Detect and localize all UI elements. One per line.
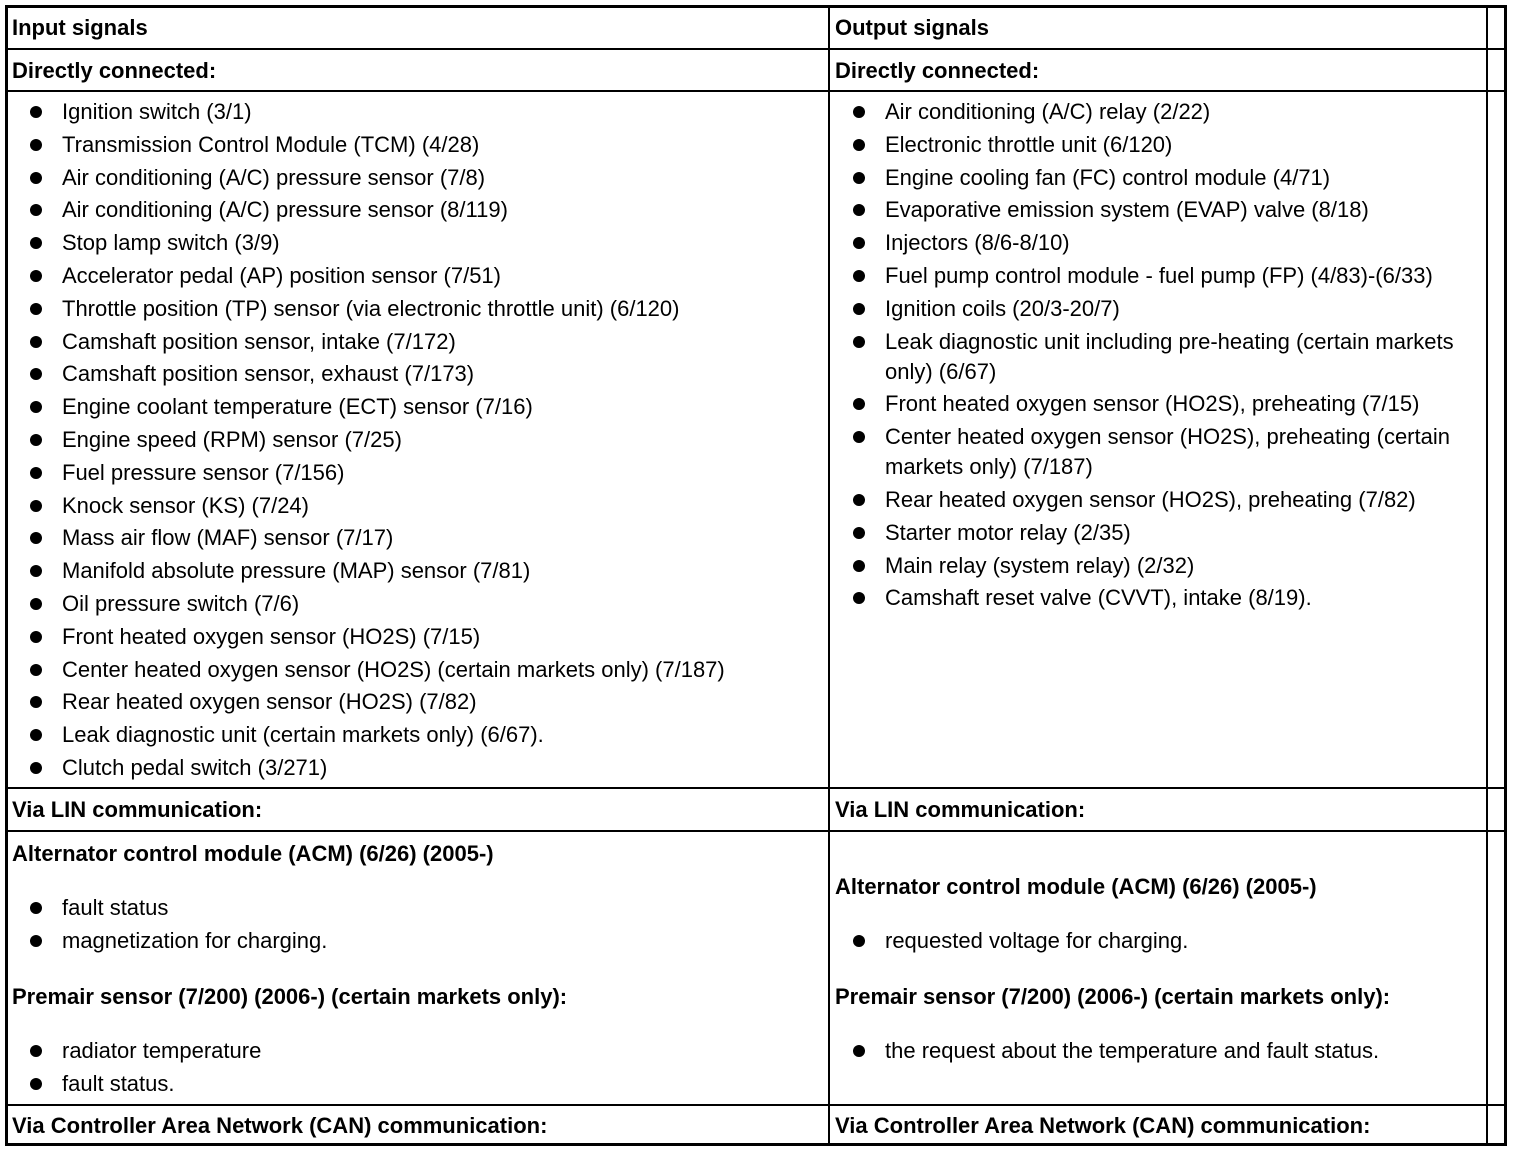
list-item: Engine cooling fan (FC) control module (4/71) [833, 163, 1486, 193]
bullet-icon [30, 598, 42, 610]
list-item: the request about the temperature and fault status. [833, 1036, 1486, 1066]
row-divider [5, 830, 1507, 832]
bullet-icon [853, 336, 865, 348]
list-item: Clutch pedal switch (3/271) [10, 753, 828, 783]
output-can-label: Via Controller Area Network (CAN) communication: [835, 1113, 1371, 1138]
input-premair-list-cell [10, 1036, 828, 1102]
list-item: Rear heated oxygen sensor (HO2S), preheating (7/82) [833, 485, 1486, 515]
row-divider [5, 90, 1507, 92]
input-acm-list [10, 893, 828, 956]
bullet-icon [30, 237, 42, 249]
input-acm-list-cell [10, 893, 828, 959]
list-item: Fuel pump control module - fuel pump (FP) (4/83)-(6/33) [833, 261, 1486, 291]
input-direct-list-cell [10, 97, 828, 786]
list-item: Fuel pressure sensor (7/156) [10, 458, 828, 488]
bullet-icon [853, 139, 865, 151]
output-direct-label: Directly connected: [835, 58, 1040, 83]
list-item: Oil pressure switch (7/6) [10, 589, 828, 619]
output-acm-list-cell [833, 926, 1486, 959]
input-lin-label: Via LIN communication: [12, 797, 263, 822]
list-item: Ignition switch (3/1) [10, 97, 828, 127]
list-item: Center heated oxygen sensor (HO2S), preheating (certain markets only) (7/187) [833, 422, 1486, 482]
bullet-icon [30, 401, 42, 413]
list-item: Air conditioning (A/C) pressure sensor (7/8) [10, 163, 828, 193]
list-item: Accelerator pedal (AP) position sensor (7/51) [10, 261, 828, 291]
bullet-icon [853, 494, 865, 506]
list-item: radiator temperature [10, 1036, 828, 1066]
list-item: Throttle position (TP) sensor (via electronic throttle unit) (6/120) [10, 294, 828, 324]
column-divider [828, 5, 830, 1146]
bullet-icon [853, 237, 865, 249]
list-item: Mass air flow (MAF) sensor (7/17) [10, 523, 828, 553]
list-item: Main relay (system relay) (2/32) [833, 551, 1486, 581]
bullet-icon [30, 434, 42, 446]
list-item: Transmission Control Module (TCM) (4/28) [10, 130, 828, 160]
bullet-icon [30, 139, 42, 151]
bullet-icon [30, 565, 42, 577]
list-item: Air conditioning (A/C) relay (2/22) [833, 97, 1486, 127]
output-acm-title: Alternator control module (ACM) (6/26) (2005-) [835, 874, 1317, 899]
output-direct-list [833, 97, 1486, 613]
bullet-icon [30, 902, 42, 914]
bullet-icon [853, 204, 865, 216]
bullet-icon [853, 172, 865, 184]
list-item: Starter motor relay (2/35) [833, 518, 1486, 548]
input-direct-label: Directly connected: [12, 58, 217, 83]
bullet-icon [30, 500, 42, 512]
list-item: requested voltage for charging. [833, 926, 1486, 956]
input-signals-header: Input signals [12, 15, 148, 40]
output-lin-label: Via LIN communication: [835, 797, 1086, 822]
input-premair-list [10, 1036, 828, 1099]
bullet-icon [30, 729, 42, 741]
list-item: Stop lamp switch (3/9) [10, 228, 828, 258]
bullet-icon [30, 204, 42, 216]
list-item: Camshaft position sensor, intake (7/172) [10, 327, 828, 357]
bullet-icon [853, 527, 865, 539]
bullet-icon [30, 303, 42, 315]
list-item: magnetization for charging. [10, 926, 828, 956]
bullet-icon [853, 1045, 865, 1057]
output-premair-list-cell [833, 1036, 1486, 1069]
bullet-icon [853, 106, 865, 118]
bullet-icon [853, 303, 865, 315]
bullet-icon [30, 172, 42, 184]
list-item: Engine speed (RPM) sensor (7/25) [10, 425, 828, 455]
input-direct-list [10, 97, 828, 783]
output-acm-list [833, 926, 1486, 956]
bullet-icon [853, 935, 865, 947]
bullet-icon [30, 270, 42, 282]
bullet-icon [30, 696, 42, 708]
input-can-label: Via Controller Area Network (CAN) communication: [12, 1113, 548, 1138]
bullet-icon [853, 560, 865, 572]
bullet-icon [30, 935, 42, 947]
output-signals-header: Output signals [835, 15, 989, 40]
bullet-icon [853, 398, 865, 410]
list-item: Engine coolant temperature (ECT) sensor (7/16) [10, 392, 828, 422]
list-item: Injectors (8/6-8/10) [833, 228, 1486, 258]
bullet-icon [30, 368, 42, 380]
bullet-icon [30, 336, 42, 348]
bullet-icon [30, 467, 42, 479]
output-direct-list-cell [833, 97, 1486, 616]
list-item: Electronic throttle unit (6/120) [833, 130, 1486, 160]
right-margin-divider [1486, 5, 1488, 1146]
bullet-icon [30, 664, 42, 676]
output-premair-title: Premair sensor (7/200) (2006-) (certain markets only): [835, 984, 1391, 1009]
list-item: fault status [10, 893, 828, 923]
list-item: Manifold absolute pressure (MAP) sensor (7/81) [10, 556, 828, 586]
list-item: Leak diagnostic unit including pre-heating (certain markets only) (6/67) [833, 327, 1486, 387]
list-item: Camshaft position sensor, exhaust (7/173) [10, 359, 828, 389]
list-item: fault status. [10, 1069, 828, 1099]
bullet-icon [30, 532, 42, 544]
input-acm-title: Alternator control module (ACM) (6/26) (2005-) [12, 841, 494, 866]
list-item: Ignition coils (20/3-20/7) [833, 294, 1486, 324]
bullet-icon [30, 1078, 42, 1090]
bullet-icon [853, 431, 865, 443]
bullet-icon [30, 106, 42, 118]
list-item: Front heated oxygen sensor (HO2S) (7/15) [10, 622, 828, 652]
row-divider [5, 48, 1507, 50]
list-item: Front heated oxygen sensor (HO2S), preheating (7/15) [833, 389, 1486, 419]
row-divider [5, 787, 1507, 789]
bullet-icon [853, 592, 865, 604]
list-item: Center heated oxygen sensor (HO2S) (certain markets only) (7/187) [10, 655, 828, 685]
list-item: Camshaft reset valve (CVVT), intake (8/19). [833, 583, 1486, 613]
list-item: Leak diagnostic unit (certain markets only) (6/67). [10, 720, 828, 750]
input-premair-title: Premair sensor (7/200) (2006-) (certain markets only): [12, 984, 568, 1009]
row-divider [5, 1104, 1507, 1106]
bullet-icon [30, 762, 42, 774]
bullet-icon [853, 270, 865, 282]
list-item: Air conditioning (A/C) pressure sensor (8/119) [10, 195, 828, 225]
output-premair-list [833, 1036, 1486, 1066]
list-item: Evaporative emission system (EVAP) valve (8/18) [833, 195, 1486, 225]
list-item: Knock sensor (KS) (7/24) [10, 491, 828, 521]
bullet-icon [30, 631, 42, 643]
bullet-icon [30, 1045, 42, 1057]
list-item: Rear heated oxygen sensor (HO2S) (7/82) [10, 687, 828, 717]
